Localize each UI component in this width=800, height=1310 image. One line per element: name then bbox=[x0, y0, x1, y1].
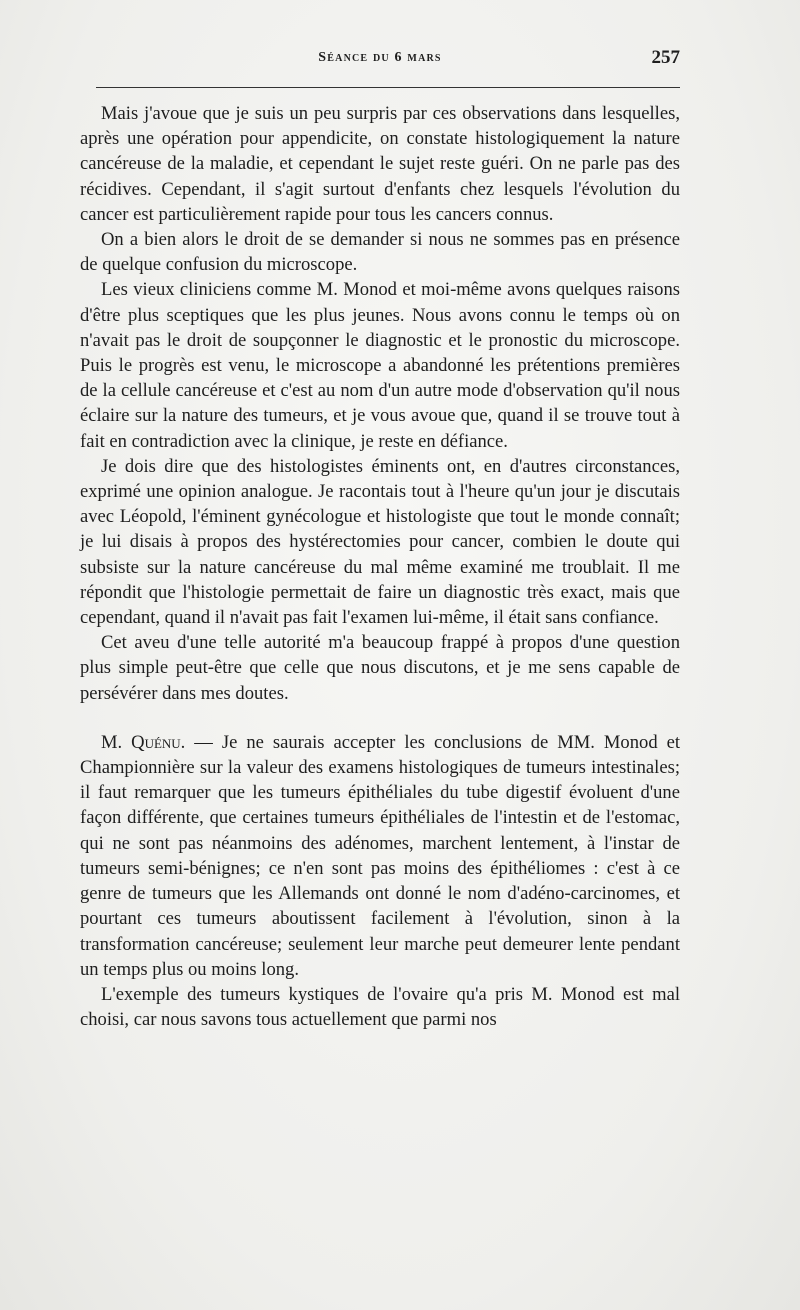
paragraph: Je dois dire que des histologistes éminents ont, en d'autres circonstances, exprimé une opinion analogue. Je racontais tout à l'heure qu'un jour je discutais avec Léopold, l'éminent gynécologue et histologiste que tout le monde connaît; je lui disais à propos des hystérectomies pour cancer, combien le doute qui subsiste sur la nature cancéreuse du mal même examiné me troublait. Il me répondit que l'histologie permettait de faire un diagnostic très exact, mais que cependant, quand il n'avait pas fait l'examen lui-même, il était sans confiance. bbox=[80, 455, 680, 629]
paragraph: On a bien alors le droit de se demander si nous ne sommes pas en présence de quelque confusion du microscope. bbox=[80, 229, 680, 276]
speech-text: — Je ne saurais accepter les conclusions de MM. Monod et Championnière sur la valeur des examens histologiques de tumeurs intestinales; il faut remarquer que les tumeurs épithéliales du tube digestif évoluent d'une façon différente, que certaines tumeurs épithéliales de l'intestin et de l'estomac, qui ne sont pas néanmoins des adénomes, marchent lentement, à l'instar de tumeurs semi-bénignes; ce n'en sont pas moins des épithéliomes : c'est à ce genre de tumeurs que les Allemands ont donné le nom d'adéno-carcinomes, et pourtant ces tumeurs aboutissent facilement à l'évolution, sinon à la transformation cancéreuse; seulement leur marche peut demeurer lente pendant un temps plus ou moins long. bbox=[80, 731, 681, 980]
paragraph: Cet aveu d'une telle autorité m'a beaucoup frappé à propos d'une question plus simple peut-être que celle que nous discutons, et je me sens capable de persévérer dans mes doutes. bbox=[80, 632, 680, 704]
paragraph: L'exemple des tumeurs kystiques de l'ovaire qu'a pris M. Monod est mal choisi, car nous savons tous actuellement que parmi nos bbox=[80, 983, 680, 1031]
page-header bbox=[80, 47, 680, 76]
header-rule bbox=[96, 87, 680, 88]
body-text bbox=[80, 101, 680, 1032]
page-number: 257 bbox=[651, 47, 680, 68]
paragraph: Les vieux cliniciens comme M. Monod et moi-même avons quelques raisons d'être plus sceptiques que les plus jeunes. Nous avons connu le temps où on n'avait pas le droit de soupçonner le diagnostic et le pronostic du microscope. Puis le progrès est venu, le microscope a abandonné les prétentions premières de la cellule cancéreuse et c'est au nom d'un autre mode d'observation qu'il nous éclaire sur la nature des tumeurs, et je vous avoue que, quand il se trouve tout à fait en contradiction avec la clinique, je reste en défiance. bbox=[80, 279, 680, 452]
speaker-name: M. Quénu. bbox=[101, 731, 186, 753]
speech-paragraph bbox=[80, 730, 680, 982]
paragraph: Mais j'avoue que je suis un peu surpris par ces observations dans lesquelles, après une opération pour appendicite, on constate histologiquement la nature cancéreuse de la maladie, et cependant le sujet reste guéri. On ne parle pas des récidives. Cependant, il s'agit surtout d'enfants chez lesquels l'évolution du cancer est particulièrement rapide pour tous les cancers connus. bbox=[80, 103, 680, 225]
running-title: Séance du 6 mars bbox=[318, 50, 442, 65]
